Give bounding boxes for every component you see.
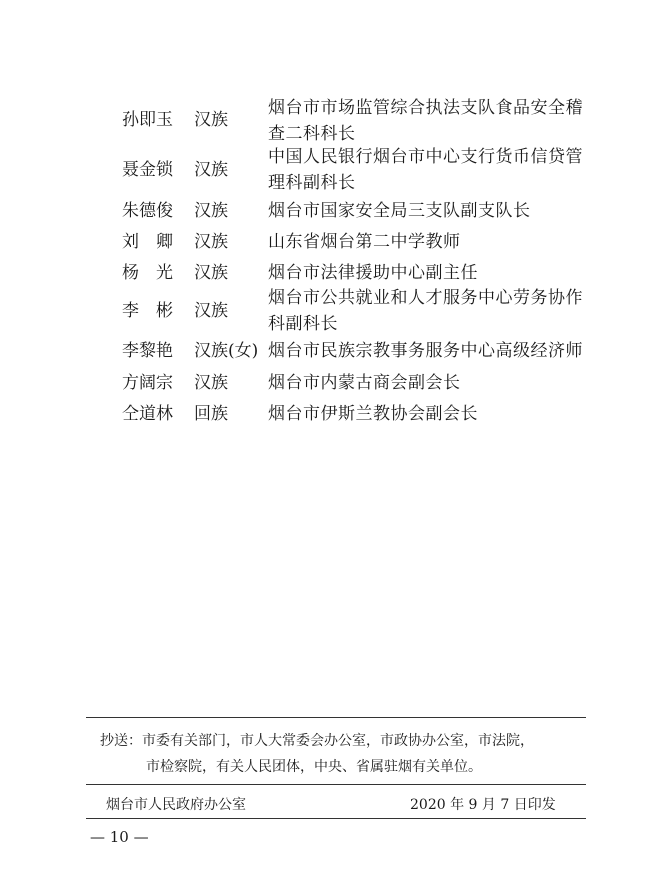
person-ethnicity: 汉族 (194, 110, 228, 130)
person-title: 烟台市民族宗教事务服务中心高级经济师 (268, 341, 583, 361)
person-name: 刘 卿 (122, 232, 173, 252)
page-number: — 10 — (90, 828, 149, 846)
person-title: 烟台市伊斯兰教协会副会长 (268, 404, 478, 424)
person-title: 烟台市法律援助中心副主任 (268, 263, 478, 283)
person-name: 孙即玉 (122, 110, 173, 130)
person-ethnicity: 汉族 (194, 373, 228, 393)
person-name: 朱德俊 (122, 201, 173, 221)
person-ethnicity: 汉族 (194, 301, 228, 321)
cc-line-1: 抄送：市委有关部门，市人大常委会办公室，市政协办公室，市法院， (100, 733, 534, 749)
person-title: 烟台市国家安全局三支队副支队长 (268, 201, 531, 221)
issue-date: 2020 年 9 月 7 日印发 (410, 797, 556, 813)
person-ethnicity: 汉族 (194, 201, 228, 221)
person-ethnicity: 回族 (194, 404, 228, 424)
cc-line-2: 市检察院，有关人民团体，中央、省属驻烟有关单位。 (146, 759, 482, 775)
issuer-label: 烟台市人民政府办公室 (106, 797, 246, 813)
person-name: 杨 光 (122, 263, 173, 283)
person-name: 方阔宗 (122, 373, 173, 393)
person-name: 仝道林 (122, 404, 173, 424)
person-ethnicity: 汉族 (194, 232, 228, 252)
person-title: 中国人民银行烟台市中心支行货币信贷管理科副科长 (268, 147, 583, 193)
person-ethnicity: 汉族(女) (194, 341, 259, 361)
person-name: 李 彬 (122, 301, 173, 321)
cc-top-rule (86, 717, 586, 718)
person-title: 烟台市市场监管综合执法支队食品安全稽查二科科长 (268, 98, 583, 144)
person-name: 李黎艳 (122, 341, 173, 361)
footer-top-rule (86, 784, 586, 785)
cc-block (100, 728, 580, 780)
person-title: 山东省烟台第二中学教师 (268, 232, 461, 252)
person-ethnicity: 汉族 (194, 160, 228, 180)
person-name: 聂金锁 (122, 160, 173, 180)
person-ethnicity: 汉族 (194, 263, 228, 283)
person-title: 烟台市公共就业和人才服务中心劳务协作科副科长 (268, 288, 583, 334)
person-title: 烟台市内蒙古商会副会长 (268, 373, 461, 393)
footer-bottom-rule (86, 818, 586, 819)
